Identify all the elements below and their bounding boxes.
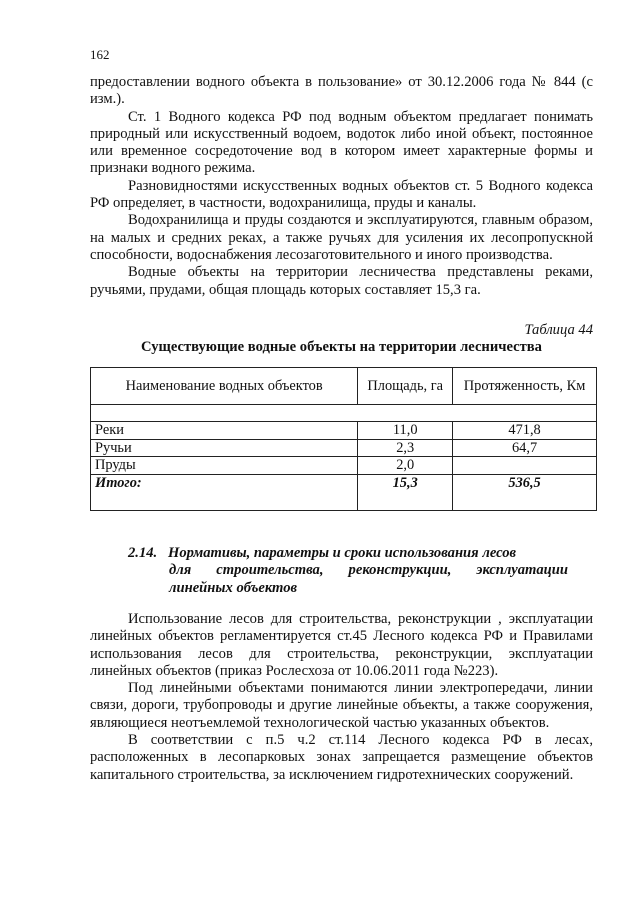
water-bodies-table xyxy=(90,367,597,511)
header-area: Площадь, га xyxy=(358,368,453,405)
cell-name: Пруды xyxy=(91,457,358,475)
table-spacer-row xyxy=(91,405,597,422)
cell-area: 2,3 xyxy=(358,439,453,457)
table-header-row xyxy=(91,368,597,405)
cell-length: 471,8 xyxy=(453,422,597,440)
header-length: Протяженность, Км xyxy=(453,368,597,405)
paragraph: Ст. 1 Водного кодекса РФ под водным объектом предлагает понимать природный или искусственный водоем, водоток либо иной объект, постоянное или временное сосредоточение вод в котором имеет характерные формы и признаки водного режима. xyxy=(90,108,593,177)
cell-name: Реки xyxy=(91,422,358,440)
section-title-line: Нормативы, параметры и сроки использования лесов xyxy=(168,545,517,561)
table-row xyxy=(91,457,597,475)
table-title: Существующие водные объекты на территории лесничества xyxy=(141,339,542,355)
paragraph: предоставлении водного объекта в пользование» от 30.12.2006 года № 844 (с изм.). xyxy=(90,74,593,108)
total-area: 15,3 xyxy=(358,474,453,510)
section-text xyxy=(90,611,593,784)
cell-length xyxy=(453,457,597,475)
total-length: 536,5 xyxy=(453,474,597,510)
table-row xyxy=(91,422,597,440)
total-label: Итого: xyxy=(91,474,358,510)
section-title-line: линейных объектов xyxy=(169,579,298,596)
paragraph: В соответствии с п.5 ч.2 ст.114 Лесного кодекса РФ в лесах, расположенных в лесопарковых зонах запрещается размещение объектов капитального строительства, за исключением гидротехнических сооружений. xyxy=(90,732,593,783)
intro-text xyxy=(90,74,593,299)
cell-area: 11,0 xyxy=(358,422,453,440)
table-caption: Таблица 44 xyxy=(524,322,593,338)
page-number: 162 xyxy=(90,47,110,62)
table-total-row xyxy=(91,474,597,510)
paragraph: Водохранилища и пруды создаются и эксплуатируются, главным образом, на малых и средних реках, а также ручьях для усиления их лесопропускной способности, водоснабжения лесозаготовительного и иного производства. xyxy=(90,212,593,263)
cell-area: 2,0 xyxy=(358,457,453,475)
table-row xyxy=(91,439,597,457)
paragraph: Под линейными объектами понимаются линии электропередачи, линии связи, дороги, трубопроводы и другие линейные объекты, а также сооружения, являющиеся неотъемлемой технологической частью указанных объектов. xyxy=(90,680,593,731)
paragraph: Разновидностями искусственных водных объектов ст. 5 Водного кодекса РФ определяет, в частности, водохранилища, пруды и каналы. xyxy=(90,177,593,212)
header-name: Наименование водных объектов xyxy=(91,368,358,405)
section-title-line: для строительства, реконструкции, эксплуатации xyxy=(169,562,568,579)
cell-length: 64,7 xyxy=(453,439,597,457)
paragraph: Использование лесов для строительства, реконструкции , эксплуатации линейных объектов регламентируется ст.45 Лесного кодекса РФ и Правилами использования лесов для строительства, реконструкции, эксплуатации линейных объектов (приказ Рослесхоза от 10.06.2011 года №223). xyxy=(90,611,593,679)
section-number: 2.14. xyxy=(128,545,158,561)
cell-name: Ручьи xyxy=(91,439,358,457)
section-heading xyxy=(128,545,568,597)
paragraph: Водные объекты на территории лесничества представлены реками, ручьями, прудами, общая площадь которых составляет 15,3 га. xyxy=(90,264,593,298)
